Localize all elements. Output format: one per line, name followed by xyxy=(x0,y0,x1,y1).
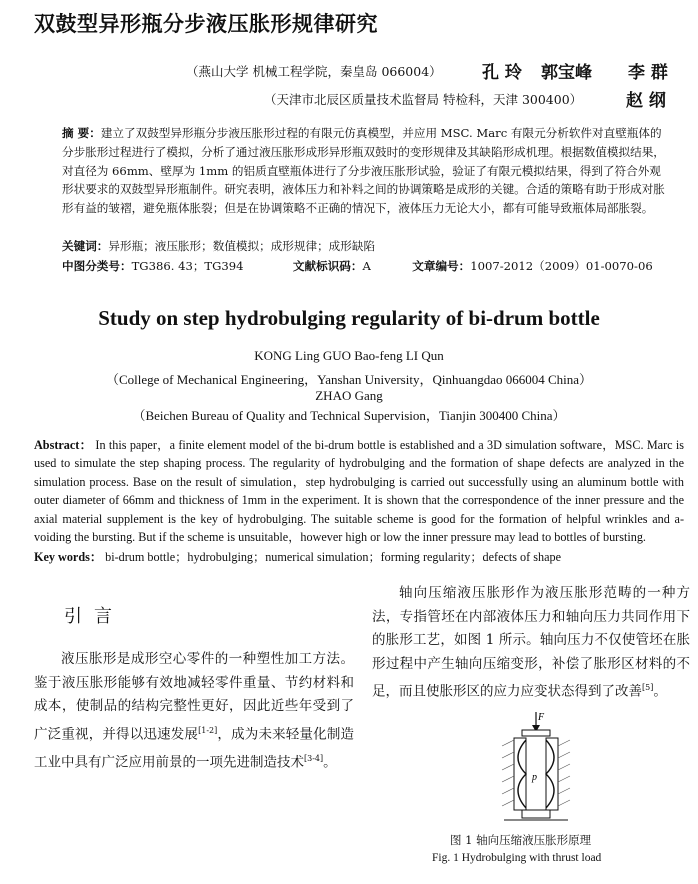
author-zhao: 赵 纲 xyxy=(626,91,666,111)
tube-right-wall xyxy=(546,740,554,808)
keywords-cn-label: 关键词： xyxy=(62,239,109,253)
affiliation-2: （天津市北辰区质量技术监督局 特检科，天津 300400） xyxy=(264,92,583,107)
author-en-2: ZHAO Gang xyxy=(315,388,383,403)
abstract-en-label: Abstract： xyxy=(34,438,93,452)
intro-right-end: 。 xyxy=(653,683,667,700)
abstract-cn-label: 摘 要： xyxy=(62,126,101,140)
intro-paragraph-1 xyxy=(34,648,354,775)
author-guo: 郭宝峰 xyxy=(541,63,592,83)
intro-paragraph-2 xyxy=(372,582,690,704)
intro-text-part-2: ，成为未来轻量化制造工业中具有广泛应用前景的一项先进制造技术 xyxy=(34,726,355,770)
affiliation-en-2: （Beichen Bureau of Quality and Technical Supervision，Tianjin 300400 China） xyxy=(132,408,566,423)
abstract-en-text: In this paper，a finite element model of the bi-drum bottle is established and a 3D simulation software，MSC. Marc is used to simulate the step shaping process. The regularity of hydrobulging and the formation of shape defects are analyzed in the simulation process. Base on the result of simulation，step hydrobulging is carried out successfully using an aluminum bottle with outer diameter of 66mm and thickness of 1mm in the experiment. It is shown that the correspondence of the inner pressure and the axial material supplement is the key of hydrobulging. The suitable scheme is good for the formation of helpful wrinkles and a-voiding the bursting. But if the scheme is unsuitable，however high or low the inner pressure may lead to bottles of bursting. xyxy=(34,438,684,545)
class-label: 中图分类号： xyxy=(62,259,132,273)
tube-left-wall xyxy=(518,740,526,808)
abstract-cn xyxy=(62,124,668,218)
keywords-cn-text: 异形瓶；液压胀形；数值模拟；成形规律；成形缺陷 xyxy=(108,239,376,253)
affiliation-en-1: （College of Mechanical Engineering，Yanshan University，Qinhuangdao 066004 China） xyxy=(105,372,593,387)
keywords-en-label: Key words： xyxy=(34,550,103,564)
top-punch xyxy=(522,730,550,736)
author-kong: 孔 玲 xyxy=(482,63,522,83)
class-value: TG386. 43；TG394 xyxy=(131,259,244,273)
classification-row xyxy=(62,258,653,274)
citation-5: [5] xyxy=(642,683,654,692)
article-number-label: 文章编号： xyxy=(412,259,471,273)
paper-title-en: Study on step hydrobulging regularity of bi-drum bottle xyxy=(98,306,600,330)
doc-code-label: 文献标识码： xyxy=(292,259,363,273)
intro-text-part-1: 液压胀形是成形空心零件的一种塑性加工方法。鉴于液压胀形能够有效地减轻零件重量、节约材料和成本，使制品的结构完整性更好，因此近些年受到了广泛重视，并得以迅速发展 xyxy=(34,651,354,742)
keywords-en-text: bi-drum bottle；hydrobulging；numerical simulation；forming regularity；defects of shape xyxy=(105,550,562,564)
abstract-cn-text: 建立了双鼓型异形瓶分步液压胀形过程的有限元仿真模型，并应用 MSC. Marc 有限元分析软件对直壁瓶体的分步胀形过程进行了模拟，分析了通过液压胀形成形异形瓶双鼓时的变形规律及其缺陷形成机理。根据数值模拟结果，对直径为 66mm、壁厚为 1mm 的铝质直壁瓶体进行了分步液压胀形试验，验证了有限元模拟结果，得到了符合外观形状要求的双鼓型异形瓶制件。研究表明，液体压力和补料之间的协调策略是成形的关键。合适的策略有助于形成对胀形有益的皱褶，避免瓶体胀裂；但是在协调策略不正确的情况下，液体压力无论大小，都有可能导致瓶体局部胀裂。 xyxy=(62,126,665,216)
paper-title-cn: 双鼓型异形瓶分步液压胀形规律研究 xyxy=(34,12,378,36)
pressure-label: p xyxy=(532,772,537,783)
intro-left-column xyxy=(34,648,354,775)
authors-en: KONG Ling GUO Bao-feng LI Qun xyxy=(254,348,444,363)
figure-caption-cn: 图 1 轴向压缩液压胀形原理 xyxy=(450,833,592,847)
intro-right-text: 轴向压缩液压胀形作为液压胀形范畴的一种方法，专指管坯在内部液体压力和轴向压力共同作用下的胀形工艺，如图 1 所示。轴向压力不仅使管坯在胀形过程中产生轴向压缩变形，补偿了胀形区材料的不足，而且使胀形区的应力应变状态得到了改善 xyxy=(372,585,690,700)
author-li: 李 群 xyxy=(628,63,668,83)
doc-code-value: A xyxy=(362,259,371,273)
intro-text-part-3: 。 xyxy=(323,754,337,770)
affiliation-1: （燕山大学 机械工程学院，秦皇岛 066004） xyxy=(186,64,442,79)
hydrobulging-diagram xyxy=(496,710,586,828)
force-label: F xyxy=(538,712,545,723)
figure-caption-en: Fig. 1 Hydrobulging with thrust load xyxy=(432,852,602,864)
keywords-cn xyxy=(62,238,375,254)
keywords-en xyxy=(34,548,561,565)
citation-3-4: [3-4] xyxy=(304,753,324,763)
citation-1-2: [1-2] xyxy=(198,725,218,735)
intro-right-column xyxy=(372,582,690,704)
section-heading-introduction: 引言 xyxy=(64,606,124,627)
figure-1-diagram xyxy=(496,710,586,832)
bottom-plug xyxy=(522,810,550,818)
article-number-value: 1007-2012（2009）01-0070-06 xyxy=(470,259,653,273)
abstract-en xyxy=(34,436,684,546)
